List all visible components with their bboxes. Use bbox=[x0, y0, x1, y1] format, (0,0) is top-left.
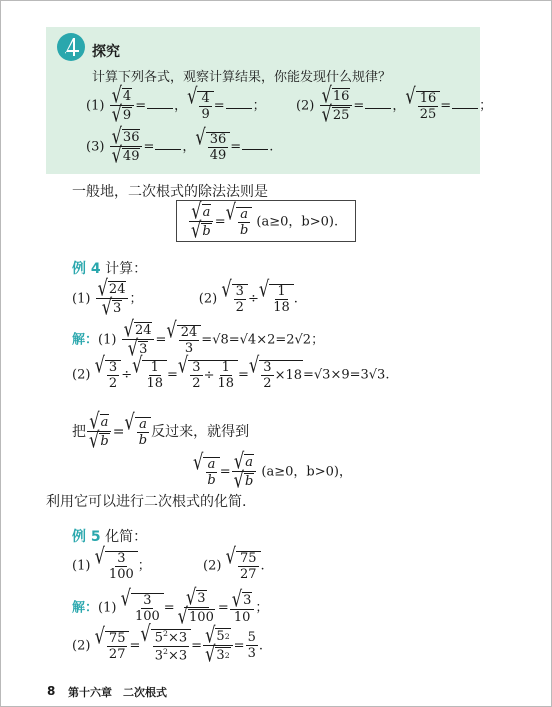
ex4-s1-tail: =√8=√4×2=2√2； bbox=[201, 332, 325, 348]
reverse-formula: √ $\frac{a}{b}$ = √ a √ b (a≥0，b>0)， bbox=[193, 448, 352, 494]
ex4-s2-tail: =√3×9=3√3. bbox=[303, 367, 390, 383]
ex4-s1-label: (1) bbox=[98, 332, 117, 348]
ex4-p2-label: (2) bbox=[198, 291, 218, 307]
ex4-s2-label: (2) bbox=[72, 367, 91, 383]
example5-problems: (1) √ $\frac{3}{100}$ ； (2) √ $\frac{75}{27}$ . bbox=[72, 543, 265, 582]
example4-problems: (1) √ 24 √ 3 ； (2) √ $\frac{3}{2}$ ÷ √ $\frac{1}{18}$ . bbox=[72, 275, 298, 321]
answer-blank[interactable] bbox=[147, 98, 173, 109]
example5-label: 例 5 bbox=[72, 529, 101, 545]
q3-label: (3) bbox=[86, 139, 105, 155]
example4-label: 例 4 bbox=[72, 261, 101, 277]
explore-prompt: 计算下列各式，观察计算结果，你能发现什么规律？ bbox=[92, 70, 392, 85]
ex5-p2-label: (2) bbox=[203, 558, 222, 574]
example5-task: 化简： bbox=[105, 529, 148, 545]
ex4-p1-label: (1) bbox=[72, 291, 91, 307]
explore-row-2: (3) √ 36 √ 49 = ， √ $\frac{36}{49}$ = . bbox=[86, 123, 274, 169]
explore-row-1: (1) √ 4 √ 9 = ， √ $\frac{4}{9}$ = ； (2) √ 16 √ 25 = ， √ $\frac{16}{25}$ = ； bbox=[86, 82, 493, 128]
ex4-solution-label: 解： bbox=[72, 332, 99, 348]
example5-solution-1: 解：(1) √ $\frac{3}{100}$ = √ 3 √ 100 = √ 3 10 ； bbox=[72, 584, 269, 630]
example4-header bbox=[72, 258, 147, 278]
q2-label: (2) bbox=[295, 98, 315, 114]
reverse-note: 利用它可以进行二次根式的化简. bbox=[46, 494, 247, 510]
example4-solution-2: (2) √ $\frac{3}{2}$ ÷ √ $\frac{1}{18}$ = √ $\frac{3}{2}$ ÷ $\frac{1}{18}$ = √ $\frac{3}{2}$ ×18 =√3×9=3√3. bbox=[72, 352, 390, 391]
answer-blank[interactable] bbox=[155, 139, 181, 150]
ex5-s2-label: (2) bbox=[72, 638, 91, 654]
reverse-condition: (a≥0，b>0)， bbox=[261, 464, 352, 480]
rule-intro: 一般地，二次根式的除法法则是 bbox=[72, 184, 268, 200]
answer-blank[interactable] bbox=[452, 98, 478, 109]
page-number: 8 bbox=[47, 684, 56, 698]
explore-logo-icon bbox=[56, 32, 86, 62]
example5-solution-2: (2) √ $\frac{75}{27}$ = √ $\frac{5^2\times 3}{3^2\times 3}$ = √ 5 2 √ 3 2 = $\frac{5}{3}$ . bbox=[72, 621, 263, 668]
reverse-suffix: 反过来，就得到 bbox=[151, 423, 250, 440]
answer-blank[interactable] bbox=[365, 98, 391, 109]
ex5-p1-label: (1) bbox=[72, 558, 91, 574]
example4-task: 计算： bbox=[105, 261, 148, 277]
chapter-title: 第十六章 二次根式 bbox=[68, 686, 167, 699]
reverse-line: 把 √ a √ b = √ $\frac{a}{b}$ 反过来，就得到 bbox=[72, 408, 250, 454]
answer-blank[interactable] bbox=[226, 98, 252, 109]
example5-header bbox=[72, 526, 147, 546]
answer-blank[interactable] bbox=[242, 139, 268, 150]
explore-title: 探究 bbox=[92, 44, 120, 60]
ex5-solution-label: 解： bbox=[72, 600, 99, 616]
ex5-s1-label: (1) bbox=[98, 600, 117, 616]
q1-label: (1) bbox=[86, 98, 105, 114]
reverse-prefix: 把 bbox=[72, 423, 86, 440]
example4-solution-1: 解：(1) √ 24 √ 3 = √ $\frac{24}{3}$ =√8=√4×2=2√2； bbox=[72, 316, 325, 362]
rule-formula: √ a √ b = √ $\frac{a}{b}$ (a≥0，b>0). bbox=[191, 198, 339, 244]
rule-condition: (a≥0，b>0). bbox=[256, 214, 339, 230]
